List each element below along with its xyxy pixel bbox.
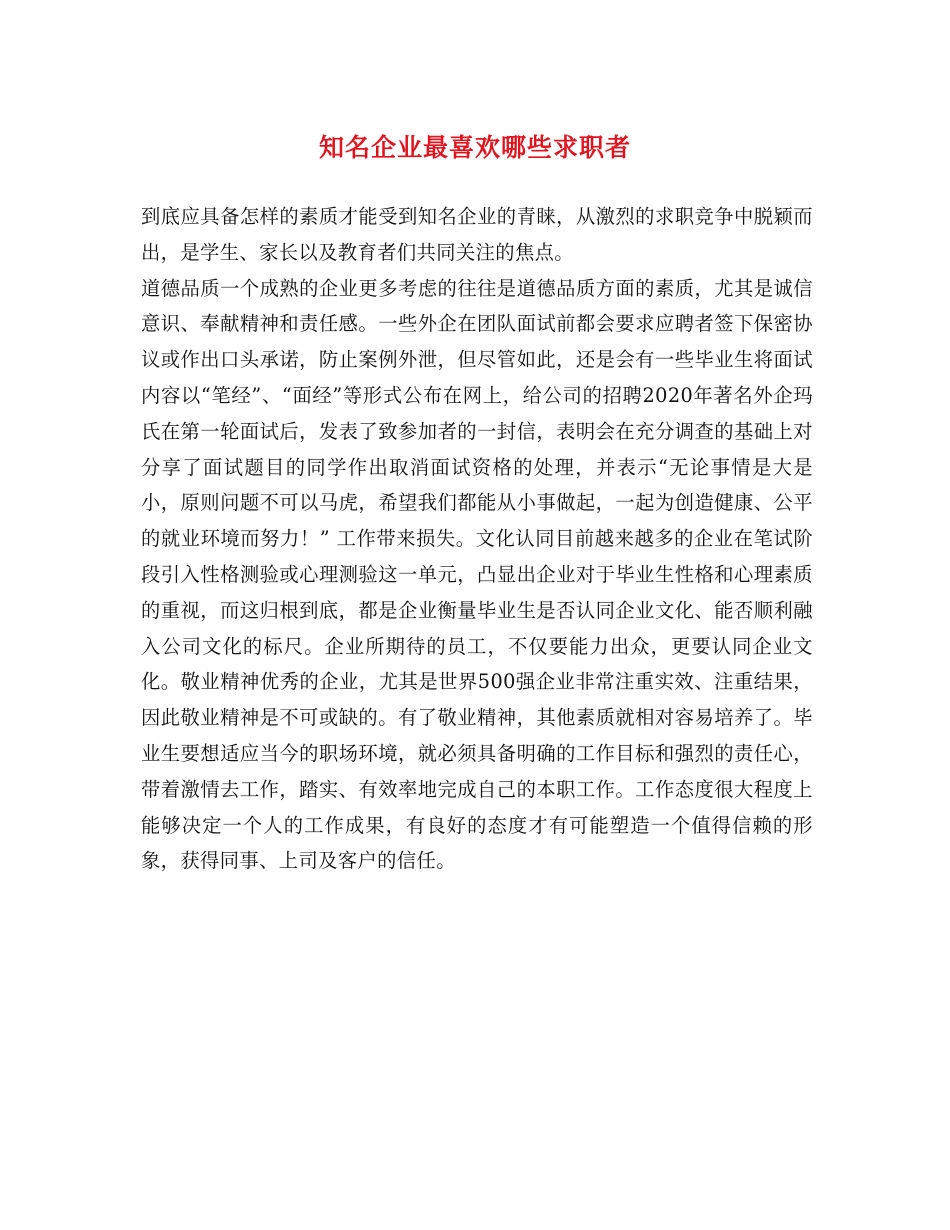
- document-body: [141, 199, 813, 879]
- paragraph-main: 道德品质一个成熟的企业更多考虑的往往是道德品质方面的素质，尤其是诚信意识、奉献精神和责任感。一些外企在团队面试前都会要求应聘者签下保密协议或作出口头承诺，防止案例外泄，但尽管如此，还是会有一些毕业生将面试内容以“笔经”、“面经”等形式公布在网上，给公司的招聘2020年著名外企玛氏在第一轮面试后，发表了致参加者的一封信，表明会在充分调查的基础上对分享了面试题目的同学作出取消面试资格的处理，并表示“无论事情是大是小，原则问题不可以马虎，希望我们都能从小事做起，一起为创造健康、公平的就业环境而努力！” 工作带来损失。文化认同目前越来越多的企业在笔试阶段引入性格测验或心理测验这一单元，凸显出企业对于毕业生性格和心理素质的重视，而这归根到底，都是企业衡量毕业生是否认同企业文化、能否顺利融入公司文化的标尺。企业所期待的员工，不仅要能力出众，更要认同企业文化。敬业精神优秀的企业，尤其是世界500强企业非常注重实效、注重结果，因此敬业精神是不可或缺的。有了敬业精神，其他素质就相对容易培养了。毕业生要想适应当今的职场环境，就必须具备明确的工作目标和强烈的责任心，带着激情去工作，踏实、有效率地完成自己的本职工作。工作态度很大程度上能够决定一个人的工作成果，有良好的态度才有可能塑造一个值得信赖的形象，获得同事、上司及客户的信任。: [141, 276, 813, 873]
- document-title: 知名企业最喜欢哪些求职者: [318, 133, 631, 162]
- paragraph-intro: 到底应具备怎样的素质才能受到知名企业的青睐，从激烈的求职竞争中脱颖而出，是学生、家长以及教育者们共同关注的焦点。: [141, 205, 813, 264]
